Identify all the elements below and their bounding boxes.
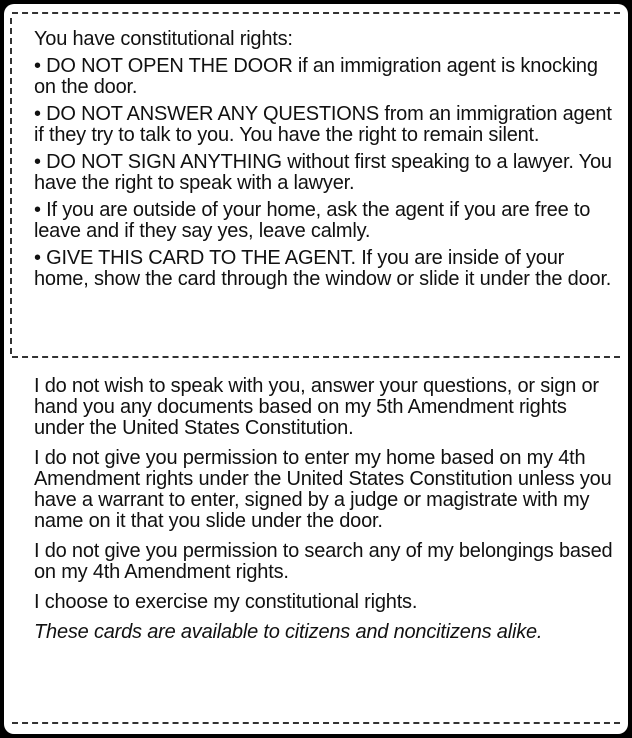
cut-line-left [10, 18, 12, 354]
footer-note: These cards are available to citizens and noncitizens alike. [34, 621, 543, 643]
agent-statement-section [34, 376, 619, 643]
bullet-symbol: • [34, 103, 41, 125]
bullet-give-card [34, 248, 614, 290]
statement-5th-amendment: I do not wish to speak with you, answer your questions, or sign or hand you any documents based on my 5th Amendment rights under the United States Constitution. [34, 375, 599, 439]
intro-text: You have constitutional rights: [34, 28, 293, 50]
bullet-do-not-sign [34, 152, 614, 194]
bullet-lead: GIVE THIS CARD TO THE AGENT. [46, 247, 356, 269]
bullet-lead: DO NOT SIGN ANYTHING [46, 151, 282, 173]
bullet-symbol: • [34, 199, 41, 221]
cut-line-middle [12, 356, 620, 358]
rights-section [34, 29, 614, 290]
cut-line-bottom [12, 722, 620, 724]
bullet-symbol: • [34, 247, 41, 269]
bullet-rest: if an immigration agent is knocking on the door. [34, 55, 598, 98]
bullet-lead: DO NOT OPEN THE DOOR [46, 55, 293, 77]
bullet-do-not-open [34, 56, 614, 98]
statement-4th-amendment-search: I do not give you permission to search any of my belongings based on my 4th Amendment rights. [34, 540, 613, 583]
bullet-rest: without first speaking to a lawyer. You have the right to speak with a lawyer. [34, 151, 612, 194]
bullet-symbol: • [34, 151, 41, 173]
statement-exercise-rights: I choose to exercise my constitutional rights. [34, 591, 418, 613]
bullet-outside-home [34, 200, 614, 242]
rights-card [4, 4, 628, 734]
bullet-rest: If you are inside of your home, show the card through the window or slide it under the door. [34, 247, 612, 290]
bullet-do-not-answer [34, 104, 614, 146]
statement-4th-amendment-entry: I do not give you permission to enter my home based on my 4th Amendment rights under the United States Constitution unless you have a warrant to enter, signed by a judge or magistrate with my name on it that you slide under the door. [34, 447, 612, 532]
bullet-rest: If you are outside of your home, ask the agent if you are free to leave and if they say yes, leave calmly. [34, 199, 591, 242]
bullet-rest: from an immigration agent if they try to talk to you. You have the right to remain silent. [34, 103, 612, 146]
bullet-lead: DO NOT ANSWER ANY QUESTIONS [46, 103, 379, 125]
bullet-symbol: • [34, 55, 41, 77]
cut-line-top [12, 12, 620, 14]
